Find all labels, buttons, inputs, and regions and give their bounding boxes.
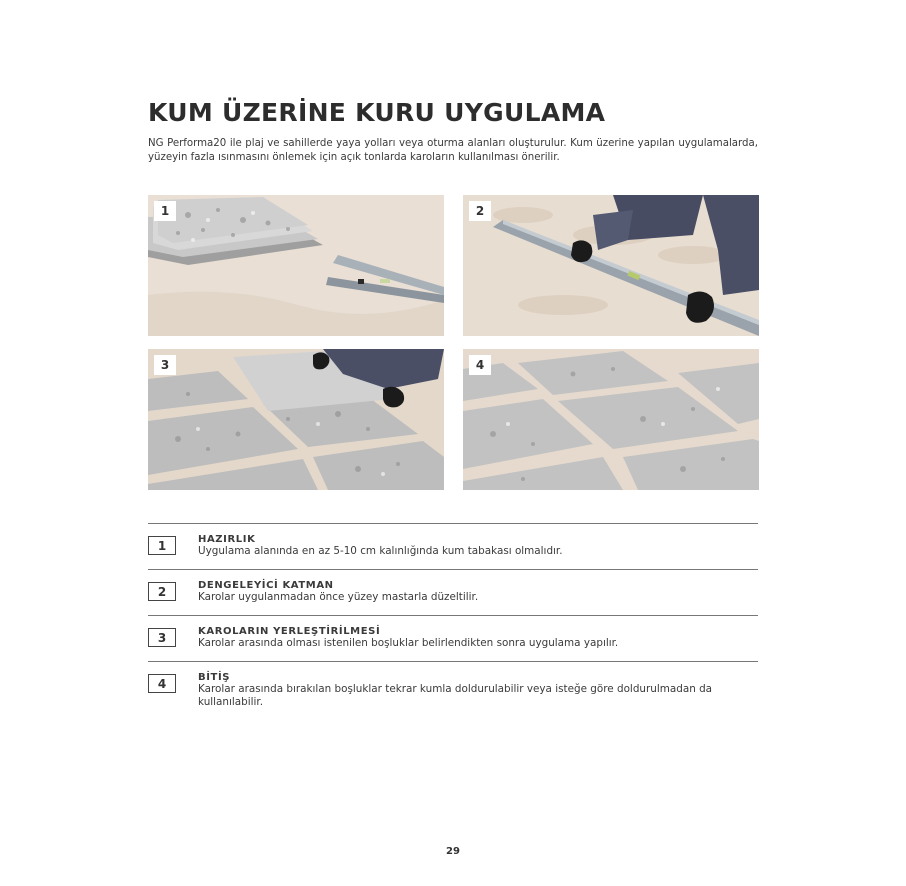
step-number: 4 [148, 674, 176, 693]
photo-placement [148, 349, 444, 490]
photo-leveling [463, 195, 759, 336]
photo-badge: 1 [154, 201, 176, 221]
step-number: 2 [148, 582, 176, 601]
step-title: BİTİŞ [198, 672, 231, 683]
step-description: Karolar uygulanmadan önce yüzey mastarla düzeltilir. [198, 591, 479, 603]
page-title: KUM ÜZERİNE KURU UYGULAMA [148, 98, 606, 127]
step-number: 1 [148, 536, 176, 555]
steps-list [148, 523, 758, 712]
step-number: 3 [148, 628, 176, 647]
intro-paragraph: NG Performa20 ile plaj ve sahillerde yaya yolları veya oturma alanları oluşturulur. Kum üzerine yapılan uygulamalarda, yüzeyin fazla ısınmasını önlemek için açık tonlarda karoların kullanılması önerilir. [148, 138, 758, 163]
photo-badge: 4 [469, 355, 491, 375]
step-description: Uygulama alanında en az 5-10 cm kalınlığında kum tabakası olmalıdır. [198, 545, 563, 557]
photo-finished [463, 349, 759, 490]
photo-badge: 2 [469, 201, 491, 221]
preparation-illustration [148, 195, 444, 336]
leveling-illustration [463, 195, 759, 336]
step-item [148, 569, 758, 615]
step-title: HAZIRLIK [198, 534, 256, 545]
step-item [148, 615, 758, 661]
step-item [148, 661, 758, 712]
step-title: KAROLARIN YERLEŞTİRİLMESİ [198, 626, 381, 637]
placement-illustration [148, 349, 444, 490]
step-description: Karolar arasında bırakılan boşluklar tekrar kumla doldurulabilir veya isteğe göre doldurulmadan da kullanılabilir. [198, 683, 713, 708]
page-number: 29 [446, 846, 460, 857]
step-item [148, 523, 758, 569]
step-description: Karolar arasında olması istenilen boşluklar belirlendikten sonra uygulama yapılır. [198, 637, 619, 649]
photo-badge: 3 [154, 355, 176, 375]
finished-illustration [463, 349, 759, 490]
photo-preparation [148, 195, 444, 336]
step-title: DENGELEYİCİ KATMAN [198, 580, 334, 591]
